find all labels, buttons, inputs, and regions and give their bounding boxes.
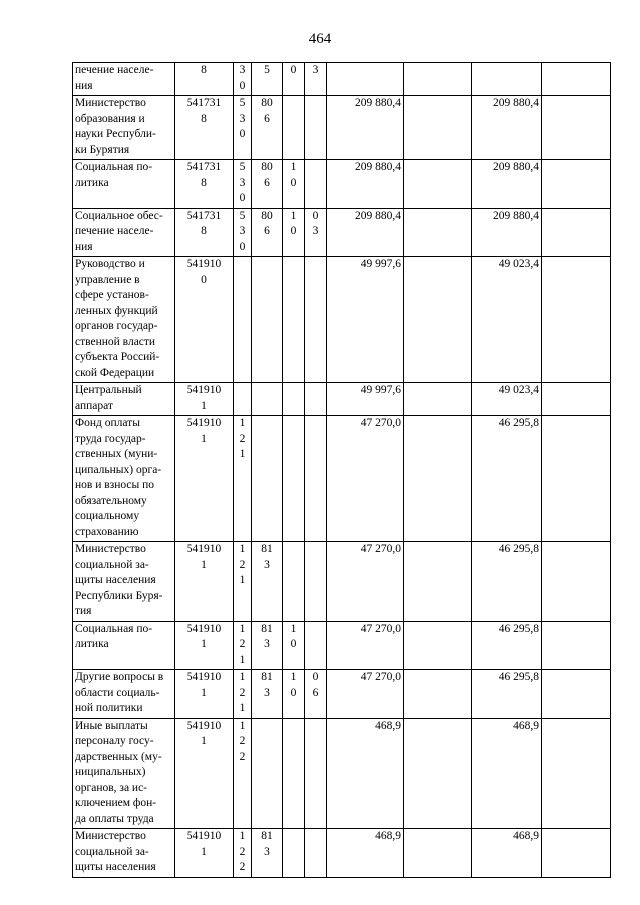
amount-cell-1-text: 209 880,4: [355, 209, 401, 222]
section-cell: [283, 542, 305, 622]
section-cell: [283, 829, 305, 878]
subsection-cell-text: 3: [312, 64, 319, 76]
expense-type-cell: [234, 160, 252, 209]
table-row: [73, 416, 611, 542]
subsection-cell: [305, 718, 327, 829]
target-code-cell: [175, 542, 234, 622]
amount-cell-1-text: 47 270,0: [360, 622, 401, 635]
amount-cell-3-text: 46 295,8: [498, 622, 539, 635]
expense-type-cell-text: 1 2 2: [239, 830, 246, 873]
target-code-cell-text: 541910 1: [186, 417, 222, 445]
amount-cell-3: [472, 542, 542, 622]
amount-cell-4: [542, 257, 611, 383]
amount-cell-3: [472, 383, 542, 416]
page-number: 464: [308, 31, 332, 47]
subsection-cell: [305, 257, 327, 383]
amount-cell-1: [327, 160, 404, 209]
table-row: [73, 96, 611, 160]
subsection-cell: [305, 670, 327, 719]
amount-cell-3-text: 46 295,8: [498, 543, 539, 555]
table-row: [73, 542, 611, 622]
section-cell: [283, 160, 305, 209]
amount-cell-2: [404, 542, 472, 622]
ministry-code-cell-text: 81 3: [261, 671, 273, 699]
row-name-cell-text: Руководство и управление в сфере установ- ленных функций органов государ- ственной власти субъекта Россий- ской Федерации: [75, 258, 160, 379]
amount-cell-4: [542, 160, 611, 209]
ministry-code-cell: [252, 542, 283, 622]
section-cell: [283, 96, 305, 160]
ministry-code-cell-text: 81 3: [261, 543, 273, 571]
expense-type-cell: [234, 416, 252, 542]
expense-type-cell: [234, 257, 252, 383]
row-name-cell: [73, 160, 175, 209]
target-code-cell-text: 541910 1: [186, 719, 222, 747]
amount-cell-1-text: 209 880,4: [355, 161, 401, 173]
amount-cell-4: [542, 542, 611, 622]
expense-type-cell: [234, 208, 252, 257]
amount-cell-2: [404, 670, 472, 719]
row-name-cell-text: Социальная по- литика: [75, 161, 153, 189]
table-row: [73, 718, 611, 829]
amount-cell-2: [404, 257, 472, 383]
amount-cell-2: [404, 621, 472, 670]
amount-cell-1: [327, 621, 404, 670]
ministry-code-cell: [252, 160, 283, 209]
row-name-cell: [73, 621, 175, 670]
row-name-cell: [73, 542, 175, 622]
target-code-cell: [175, 829, 234, 878]
expense-type-cell: [234, 670, 252, 719]
table-row: [73, 160, 611, 209]
target-code-cell: [175, 416, 234, 542]
ministry-code-cell: [252, 208, 283, 257]
amount-cell-3: [472, 670, 542, 719]
row-name-cell: [73, 96, 175, 160]
ministry-code-cell: [252, 829, 283, 878]
amount-cell-3: [472, 621, 542, 670]
amount-cell-2: [404, 208, 472, 257]
expense-type-cell-text: 1 2 1: [239, 417, 246, 460]
section-cell-text: 0: [290, 64, 297, 76]
row-name-cell-text: Другие вопросы в области социаль- ной политики: [75, 671, 164, 714]
ministry-code-cell: [252, 257, 283, 383]
ministry-code-cell: [252, 383, 283, 416]
target-code-cell-text: 541910 1: [186, 622, 222, 650]
table-row: [73, 829, 611, 878]
section-cell-text: 1 0: [290, 622, 297, 650]
table-row: [73, 63, 611, 96]
section-cell-text: 1 0: [290, 209, 297, 237]
amount-cell-4: [542, 621, 611, 670]
amount-cell-1-text: 209 880,4: [355, 97, 401, 109]
expense-type-cell-text: 1 2 1: [239, 671, 246, 714]
ministry-code-cell-text: 80 6: [261, 161, 273, 189]
amount-cell-3-text: 49 023,4: [498, 384, 539, 396]
expense-type-cell-text: 3 0: [239, 64, 246, 92]
amount-cell-2: [404, 829, 472, 878]
target-code-cell: [175, 670, 234, 719]
amount-cell-3: [472, 829, 542, 878]
subsection-cell: [305, 208, 327, 257]
expense-type-cell-text: 5 3 0: [239, 97, 246, 140]
amount-cell-1: [327, 383, 404, 416]
subsection-cell-text: 0 6: [312, 671, 319, 699]
section-cell-text: 1 0: [290, 161, 297, 189]
subsection-cell: [305, 542, 327, 622]
amount-cell-2: [404, 160, 472, 209]
expense-type-cell-text: 5 3 0: [239, 161, 246, 204]
row-name-cell-text: Министерство социальной за- щиты населения Республики Буря- тия: [75, 543, 163, 617]
subsection-cell: [305, 621, 327, 670]
amount-cell-3: [472, 96, 542, 160]
section-cell: [283, 208, 305, 257]
subsection-cell: [305, 63, 327, 96]
subsection-cell: [305, 416, 327, 542]
row-name-cell-text: Центральный аппарат: [75, 384, 142, 412]
row-name-cell: [73, 208, 175, 257]
amount-cell-1: [327, 670, 404, 719]
subsection-cell-text: 0 3: [312, 209, 319, 237]
amount-cell-2: [404, 718, 472, 829]
row-name-cell-text: Фонд оплаты труда государ- ственных (муни- ципальных) орга- нов и взносы по обязательному социальному страхованию: [75, 417, 162, 538]
amount-cell-3: [472, 416, 542, 542]
target-code-cell: [175, 160, 234, 209]
expense-type-cell: [234, 63, 252, 96]
row-name-cell: [73, 383, 175, 416]
row-name-cell: [73, 63, 175, 96]
target-code-cell-text: 541910 0: [186, 258, 222, 286]
amount-cell-3: [472, 718, 542, 829]
table-row: [73, 257, 611, 383]
section-cell: [283, 416, 305, 542]
table-row: [73, 621, 611, 670]
table-row: [73, 208, 611, 257]
expense-type-cell: [234, 621, 252, 670]
subsection-cell: [305, 829, 327, 878]
subsection-cell: [305, 96, 327, 160]
target-code-cell: [175, 96, 234, 160]
ministry-code-cell-text: 81 3: [261, 830, 273, 858]
amount-cell-1: [327, 718, 404, 829]
expense-type-cell: [234, 542, 252, 622]
target-code-cell: [175, 383, 234, 416]
section-cell: [283, 63, 305, 96]
table-row: [73, 670, 611, 719]
amount-cell-4: [542, 829, 611, 878]
row-name-cell-text: Социальная по- литика: [75, 622, 153, 650]
amount-cell-3: [472, 208, 542, 257]
row-name-cell: [73, 257, 175, 383]
section-cell: [283, 718, 305, 829]
ministry-code-cell-text: 5: [264, 64, 270, 76]
amount-cell-1-text: 468,9: [375, 719, 401, 732]
amount-cell-2: [404, 416, 472, 542]
amount-cell-1: [327, 416, 404, 542]
target-code-cell-text: 541910 1: [186, 543, 222, 571]
amount-cell-2: [404, 383, 472, 416]
subsection-cell: [305, 160, 327, 209]
target-code-cell-text: 541910 1: [186, 384, 222, 412]
row-name-cell-text: Министерство образования и науки Республи- ки Бурятия: [75, 97, 156, 156]
amount-cell-3-text: 209 880,4: [493, 161, 539, 173]
expense-type-cell: [234, 718, 252, 829]
subsection-cell: [305, 383, 327, 416]
ministry-code-cell-text: 80 6: [261, 209, 273, 237]
amount-cell-1: [327, 257, 404, 383]
amount-cell-4: [542, 96, 611, 160]
amount-cell-4: [542, 670, 611, 719]
target-code-cell-text: 541731 8: [186, 209, 222, 237]
ministry-code-cell-text: 80 6: [261, 97, 273, 125]
amount-cell-4: [542, 208, 611, 257]
row-name-cell-text: печение населе- ния: [75, 64, 154, 92]
amount-cell-1-text: 468,9: [375, 830, 401, 842]
ministry-code-cell: [252, 416, 283, 542]
ministry-code-cell: [252, 63, 283, 96]
amount-cell-3-text: 209 880,4: [493, 209, 539, 222]
expense-type-cell-text: 1 2 2: [239, 719, 246, 763]
amount-cell-1-text: 49 997,6: [360, 258, 401, 270]
row-name-cell-text: Социальное обес- печение населе- ния: [75, 209, 163, 253]
ministry-code-cell: [252, 96, 283, 160]
amount-cell-1-text: 49 997,6: [360, 384, 401, 396]
amount-cell-1-text: 47 270,0: [360, 417, 401, 429]
expense-type-cell-text: 5 3 0: [239, 209, 246, 253]
section-cell: [283, 621, 305, 670]
expense-type-cell: [234, 383, 252, 416]
expense-type-cell: [234, 829, 252, 878]
row-name-cell: [73, 829, 175, 878]
amount-cell-1: [327, 542, 404, 622]
amount-cell-1-text: 47 270,0: [360, 543, 401, 555]
amount-cell-2: [404, 96, 472, 160]
amount-cell-4: [542, 63, 611, 96]
section-cell: [283, 670, 305, 719]
expense-type-cell-text: 1 2 1: [239, 543, 246, 586]
amount-cell-1: [327, 96, 404, 160]
amount-cell-4: [542, 718, 611, 829]
budget-table: [72, 62, 611, 878]
target-code-cell: [175, 257, 234, 383]
amount-cell-3-text: 46 295,8: [498, 417, 539, 429]
target-code-cell-text: 541910 1: [186, 830, 222, 858]
target-code-cell-text: 541731 8: [186, 97, 222, 125]
amount-cell-1: [327, 63, 404, 96]
ministry-code-cell: [252, 670, 283, 719]
row-name-cell: [73, 416, 175, 542]
amount-cell-1: [327, 208, 404, 257]
amount-cell-3-text: 468,9: [513, 830, 539, 842]
target-code-cell: [175, 63, 234, 96]
amount-cell-3-text: 49 023,4: [498, 258, 539, 270]
amount-cell-3-text: 209 880,4: [493, 97, 539, 109]
row-name-cell-text: Иные выплаты персоналу госу- дарственных (му- ниципальных) органов, за ис- ключением фон- да оплаты труда: [75, 719, 162, 825]
table-row: [73, 383, 611, 416]
amount-cell-3-text: 46 295,8: [498, 671, 539, 683]
expense-type-cell: [234, 96, 252, 160]
ministry-code-cell: [252, 621, 283, 670]
ministry-code-cell-text: 81 3: [261, 622, 273, 650]
amount-cell-4: [542, 416, 611, 542]
section-cell: [283, 257, 305, 383]
target-code-cell-text: 8: [201, 64, 207, 76]
amount-cell-3: [472, 257, 542, 383]
row-name-cell: [73, 718, 175, 829]
amount-cell-4: [542, 383, 611, 416]
row-name-cell: [73, 670, 175, 719]
target-code-cell: [175, 208, 234, 257]
section-cell: [283, 383, 305, 416]
amount-cell-2: [404, 63, 472, 96]
target-code-cell: [175, 718, 234, 829]
row-name-cell-text: Министерство социальной за- щиты населения: [75, 830, 156, 873]
amount-cell-3-text: 468,9: [513, 719, 539, 732]
amount-cell-3: [472, 63, 542, 96]
ministry-code-cell: [252, 718, 283, 829]
amount-cell-3: [472, 160, 542, 209]
target-code-cell-text: 541731 8: [186, 161, 222, 189]
expense-type-cell-text: 1 2 1: [239, 622, 246, 666]
amount-cell-1: [327, 829, 404, 878]
target-code-cell-text: 541910 1: [186, 671, 222, 699]
amount-cell-1-text: 47 270,0: [360, 671, 401, 683]
section-cell-text: 1 0: [290, 671, 297, 699]
target-code-cell: [175, 621, 234, 670]
